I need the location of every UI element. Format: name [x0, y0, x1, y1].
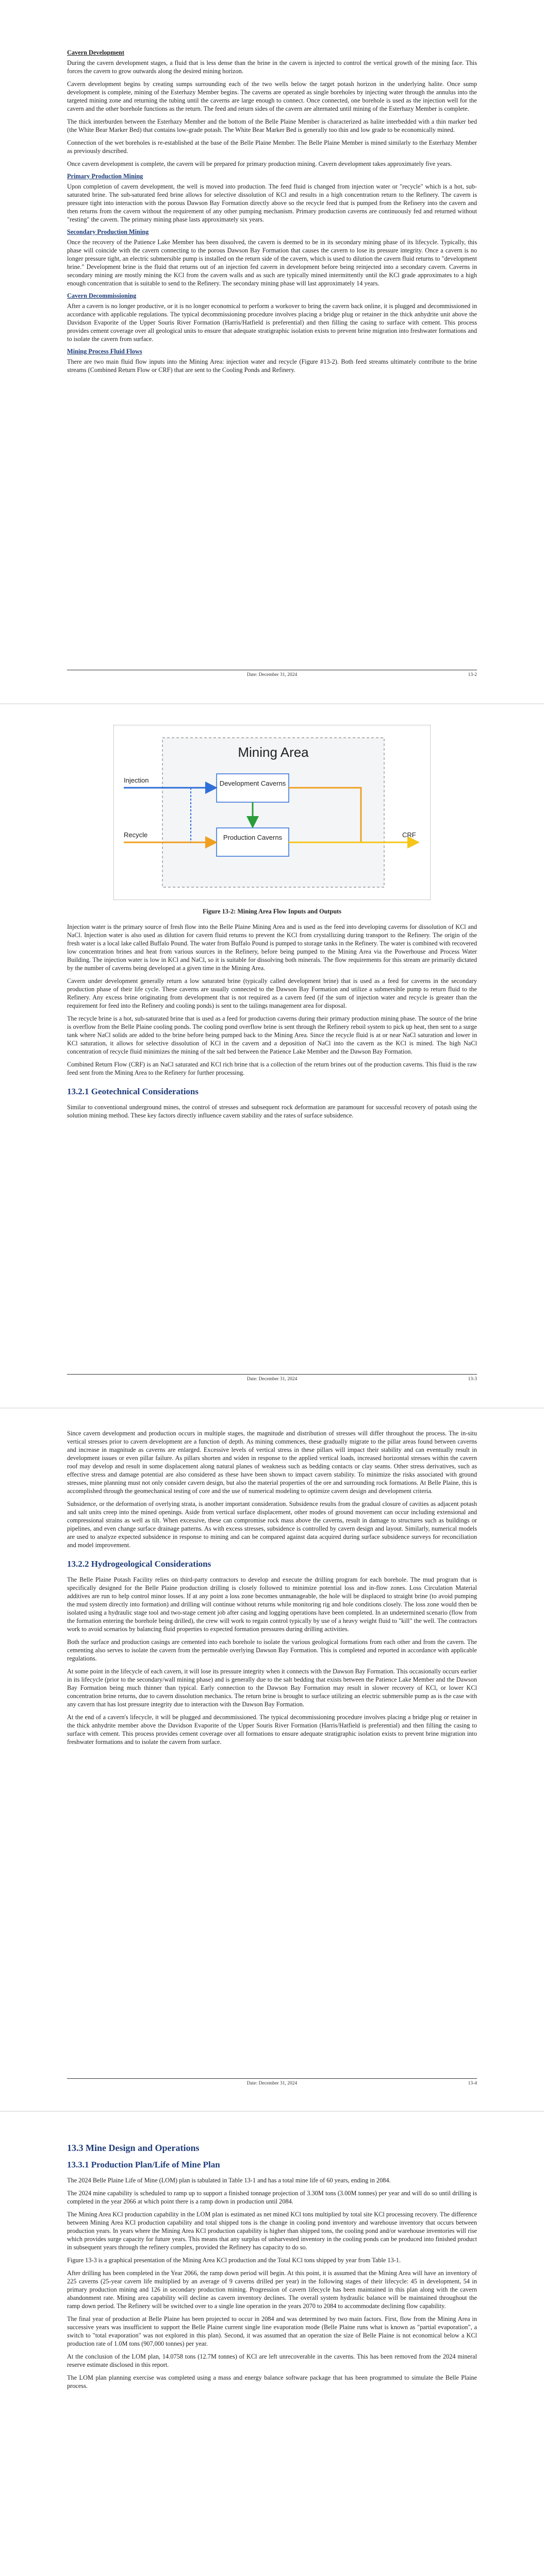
mining-area-boundary [162, 738, 384, 887]
paragraph: The Mining Area KCl production capability in the LOM plan is estimated as net mined KCl tons multiplied by total site KCl processing recovery. The difference between Mining Area KCl production capability and total shipped tons is the change in cooling pond inventory and warehouse inventory that occurs between production years. In years where the Mining Area KCl production capability is higher than shipped tons, the cooling pond and/or warehouse inventories will rise which provides surge capacity for future years. This means that any surplus of unharvested inventory in the cooling ponds can be produced into finished product in subsequent years through the refinery complex, provided the Refinery has capacity to do so. [67, 2211, 477, 2251]
paragraph: The recycle brine is a hot, sub-saturated brine that is used as a feed for production caverns during their primary production mining phase. The source of the brine is overflow from the Belle Plaine cooling ponds. The cooling pond overflow brine is sent through the Refinery reboil system to pick up heat, then sent to a surge tank where NaCl solids are added to the brine before being pumped back to the Mining Area. Since the recycle fluid is at or near NaCl saturation and lower in KCl saturation, it allows for selective dissolution of KCl in the cavern and a deposition of NaCl into the cavern as the KCl is mined. The high NaCl concentration of recycle fluid minimizes the mining of the salt bed between the Patience Lake Member and the Dawson Bay Formation. [67, 1015, 477, 1055]
paragraph: Both the surface and production casings are cemented into each borehole to isolate the various geological formations from each other and from the cavern. The cementing also serves to isolate the cavern from the permeable overlying Dawson Bay Formation. This is completed and reported in accordance with applicable regulations. [67, 1638, 477, 1662]
paragraph: Figure 13-3 is a graphical presentation of the Mining Area KCl production and the Total KCl tons shipped by year from Table 13-1. [67, 2257, 401, 2264]
paragraph: Once the recovery of the Patience Lake Member has been dissolved, the cavern is deemed to be in its secondary mining phase of its lifecycle. Typically, this phase will coincide with the cavern connecting to the porous Dawson Bay Formation that causes the cavern to lose its pressure integrity. Once a cavern is no longer pressure tight, an electric submersible pump is installed on the return side of the cavern, which is used to dilution the cavern fluid returns to "development brine." Development brine is the fluid that returns out of an injection fed cavern in development before being reinjected into a secondary cavern. Caverns in secondary mining are mostly mining the KCl from the cavern walls and as such are typically mined intermittently until the KCl grade approximates to a high enough concentration that is suitable to send to the Refinery. The secondary mining phase will last approximately 14 years. [67, 239, 477, 287]
cavern-development-heading: Cavern Development [67, 49, 124, 56]
paragraph: The Belle Plaine Potash Facility relies on third-party contractors to develop and execute the drilling program for each borehole. The mud program that is specifically designed for the Belle Plaine production drilling is closely followed to minimize potential loss and in-flow zones. Loss Circulation Material additives are run to help control minor losses. If at any point a loss zone becomes unmanageable, the hole will be displaced to straight brine (to avoid pumping the mud system directly into formation) and drilling will continue without returns while monitoring rig and hole conditions closely. The loss zone would then be isolated using a hydraulic stage tool and two-stage cement job after casing and logging operations have been completed. In an undetermined scenario (flow from the formation entering the borehole being drilled), the crew will work to regain control typically by use of a heavy weight fluid to "kill" the well. The contractors work to avoid scenarios by balancing fluid properties to expected formation pressures during drilling activities. [67, 1576, 477, 1633]
paragraph: After drilling has been completed in the Year 2066, the ramp down period will begin. At this point, it is assumed that the Mining Area will have an inventory of 225 caverns (25-year cavern life multiplied by an average of 9 caverns drilled per year) in the following stages of their lifecycle: 45 in development, 54 in primary production mining and 126 in secondary production mining. Progression of cavern lifecycle has been maintained in this plan along with the cavern abandonment rate. Mining area capability will decline as cavern inventory declines. The overall system hydraulic balance will be maintained throughout the ramp down period. The Refinery will be switched over to a single line operation in the years 2070 to 2084 to accommodate declining flow capability. [67, 2269, 477, 2310]
paragraph: Once cavern development is complete, the cavern will be prepared for primary production mining. Cavern development takes approximately five years. [67, 160, 452, 167]
page-number: 13-3 [468, 1377, 477, 1382]
paragraph: The 2024 mine capability is scheduled to ramp up to support a finished tonnage projection of 3.30M tons (3.00M tonnes) per year and will do so until drilling is completed in the year 2066 at which point there is a ramp down in production until 2084. [67, 2190, 477, 2205]
page-3-content [67, 1429, 477, 1751]
page-footer [67, 1374, 477, 1382]
paragraph: At the end of a cavern's lifecycle, it will be plugged and decommissioned. The typical decommissioning procedure involves placing a bridge plug or retainer in the thick anhydrite member above the Davidson Evaporite of the Upper Souris River Formation (Harris/Hatfield is preferential) and then filling the casing to surface with cement. This process provides cement coverage over all formations to ensure adequate stratigraphic isolation exists to prevent brine migration into freshwater formations and to isolate the cavern from surface. [67, 1714, 477, 1745]
page-2 [0, 704, 544, 1408]
paragraph: During the cavern development stages, a fluid that is less dense than the brine in the cavern is injected to control the vertical growth of the mining face. This forces the cavern to grow outwards along the desired mining horizon. [67, 59, 477, 75]
page-1 [0, 0, 544, 703]
paragraph: After a cavern is no longer productive, or it is no longer economical to perform a workover to bring the cavern back online, it is plugged and decommissioned in accordance with applicable regulations. The typical decommissioning procedure involves placing a bridge plug or retainer in the thick anhydrite unit above the Davidson Evaporite of the Upper Souris River Formation (Harris/Hatfield is preferential) and then filling the casing to surface with cement. This process provides cement coverage over all geological units to ensure that adequate stratigraphic isolation exists to prevent brine migration into freshwater formations and to isolate the cavern from surface. [67, 302, 477, 343]
page-number: 13-4 [468, 2081, 477, 2086]
injection-label: Injection [124, 776, 149, 784]
primary-production-heading: Primary Production Mining [67, 173, 143, 180]
page-4 [0, 2112, 544, 2576]
page-1-content [67, 49, 477, 379]
mining-area-diagram [113, 725, 431, 900]
paragraph: At the conclusion of the LOM plan, 14.0758 tons (12.7M tonnes) of KCl are left unrecoverable in the caverns. This has been removed from the 2024 mineral reserve estimate disclosed in this report. [67, 2353, 477, 2368]
paragraph: Connection of the wet boreholes is re-established at the base of the Belle Plaine Member. The Belle Plaine Member is mined similarly to the Esterhazy Member as previously described. [67, 139, 477, 155]
paragraph: Cavern under development generally return a low saturated brine (typically called development brine) that is used as a feed for caverns in the secondary production phase of their life cycle. These caverns are usually connected to the Dawson Bay Formation and utilize a submersible pump to return fluid to the Refinery. Any excess brine originating from development that is not required as a cavern feed (if the sum of injection water and recycle is greater than the requirement for feed into the Refinery and cooling ponds) is sent to the tailings management area for disposal. [67, 977, 477, 1009]
paragraph: Cavern development begins by creating sumps surrounding each of the two wells below the target potash horizon in the underlying halite. Once sump development is complete, mining of the Esterhazy Member begins. The caverns are operated as single boreholes by injecting water through the annulus into the targeted mining zone and returning the tubing until the caverns are large enough to connect. Once connected, one borehole is used as the injection well for the cavern and the other borehole functions as the return. The feed and return sides of the cavern are alternated until mining of the Esterhazy Member is complete. [67, 80, 477, 112]
page-3 [0, 1409, 544, 2111]
mining-area-flow-diagram [113, 725, 431, 900]
paragraph: There are two main fluid flow inputs into the Mining Area: injection water and recycle (Figure #13-2). Both feed streams ultimately contribute to the brine streams (Combined Return Flow or CRF) that are sent to the Cooling Ponds and Refinery. [67, 358, 477, 374]
paragraph: Since cavern development and production occurs in multiple stages, the magnitude and distribution of stresses will differ throughout the process. The in-situ vertical stresses prior to cavern development are a function of depth. As mining commences, these gradually migrate to the pillar areas found between caverns and increase in magnitude as caverns are enlarged. Excessive levels of vertical stress in these pillars will impact their stability and can eventually result in development issues or even pillar failure. As pillars shorten and widen in response to the applied vertical loads, increased horizontal stresses within the cavern roof may develop and result in some displacement along natural planes of weakness such as bedding contacts or clay seams. Other stress derivatives, such as effective stress and damage potential are also considered as these have been shown to impact cavern stability. To minimize the risks associated with ground stresses, mine planning must not only consider cavern design, but also the material properties of the ore and surrounding rock formations. At Belle Plaine, this is accomplished through the geomechanical testing of core and the use of numerical modeling to optimize cavern design and development criteria. [67, 1430, 477, 1495]
cavern-decommissioning-heading: Cavern Decommissioning [67, 292, 137, 299]
paragraph: Injection water is the primary source of fresh flow into the Belle Plaine Mining Area and is used as the feed into developing caverns for dissolution of KCl and NaCl. Injection water is also used as dilution for cavern fluid returns to prevent the KCl from crystallizing during transport to the Refinery. The origin of the fresh water is a local lake called Buffalo Pound. The water from Buffalo Pound is pumped to storage tanks in the Refinery. The water is combined with recovered low concentration brines and heat from various sources in the Refinery, before being pumped to the Mining Area via the Powerhouse and Process Water Building. The injection water is low in KCl and NaCl, so it is suitable for dissolving both minerals. The flow requirements for this stream are primarily dictated by the number of caverns being developed at a given time in the Mining Area. [67, 923, 477, 972]
secondary-production-heading: Secondary Production Mining [67, 228, 149, 235]
page-4-content [67, 2143, 477, 2395]
page-footer [67, 2078, 477, 2086]
footer-date: Date: December 31, 2024 [246, 2081, 298, 2086]
footer-date: Date: December 31, 2024 [246, 1377, 298, 1382]
hydrogeological-considerations-heading: 13.2.2 Hydrogeological Considerations [67, 1559, 211, 1569]
crf-label: CRF [402, 831, 416, 839]
production-caverns-box [217, 828, 289, 856]
page-number: 13-2 [468, 672, 477, 677]
paragraph: Combined Return Flow (CRF) is an NaCl saturated and KCl rich brine that is a collection of the return brines out of the production caverns. This fluid is the raw feed sent from the Mining Area to the Refinery for further processing. [67, 1061, 477, 1076]
paragraph: The thick interburden between the Esterhazy Member and the bottom of the Belle Plaine Member is characterized as halite interbedded with a thin marker bed (the White Bear Marker Bed) that contains low-grade potash. The White Bear Marker Bed is generally too thin and low grade to be economically mined. [67, 118, 477, 133]
paragraph: The 2024 Belle Plaine Life of Mine (LOM) plan is tabulated in Table 13-1 and has a total mine life of 60 years, ending in 2084. [67, 2177, 391, 2184]
figure-caption: Figure 13-2: Mining Area Flow Inputs and Outputs [202, 908, 342, 915]
paragraph: Similar to conventional underground mines, the control of stresses and subsequent rock deformation are paramount for successful recovery of potash using the solution mining method. These key factors directly influence cavern stability and the rates of surface subsidence. [67, 1104, 477, 1119]
footer-date: Date: December 31, 2024 [246, 672, 298, 677]
mining-area-title: Mining Area [238, 744, 309, 760]
geotechnical-considerations-heading: 13.2.1 Geotechnical Considerations [67, 1087, 199, 1096]
development-caverns-label: Development Caverns [219, 779, 286, 787]
page-2-content [67, 908, 477, 1124]
production-caverns-label: Production Caverns [223, 834, 283, 841]
paragraph: At some point in the lifecycle of each cavern, it will lose its pressure integrity when it connects with the Dawson Bay Formation. This occasionally occurs earlier in its lifecycle (prior to the secondary/wall mining phase) and is generally due to the salt bedding that exists between the Patience Lake Member and the Dawson Bay Formation being much thinner than typical. Early connection to the Dawson Bay Formation may result in slower recovery of KCl, or lower KCl concentration brine returns, due to cavern dissolution mechanics. The return brine is brought to surface utilizing an electric submersible pump as is the case with any cavern that has lost pressure integrity due to interaction with the Dawson Bay Formation. [67, 1668, 477, 1708]
recycle-label: Recycle [124, 831, 148, 839]
paragraph: Subsidence, or the deformation of overlying strata, is another important consideration. Subsidence results from the gradual closure of cavities as adjacent potash and salt units creep into the mined openings. Aside from vertical surface displacement, other modes of ground movement can occur including extensional and compressional strains as well as tilt. When excessive, these can compromise rock mass above the caverns, result in damage to structures such as buildings or pipelines, and even change surface drainage patterns. As with excess stresses, subsidence is controlled by cavern design and layout. Similarly, numerical models are used to analyze expected subsidence in response to mining and can be compared against data acquired during surface subsidence surveys for reconciliation and model improvement. [67, 1500, 477, 1549]
mining-process-fluid-flows-heading: Mining Process Fluid Flows [67, 348, 142, 355]
production-plan-heading: 13.3.1 Production Plan/Life of Mine Plan [67, 2160, 220, 2170]
paragraph: Upon completion of cavern development, the well is moved into production. The feed fluid is changed from injection water or "recycle" which is a hot, sub-saturated brine. The sub-saturated feed brine allows for selective dissolution of KCl and results in a high concentration return to the Refinery. The cavern is pressure tight into interaction with the porous Dawson Bay Formation directly above so the recycle feed that is pumped from the Refinery into the cavern and then returns from the cavern without the requirement of any other pumping mechanism. Primary production caverns are continuously fed and returned without "resting" the cavern. The primary mining phase lasts approximately six years. [67, 183, 477, 223]
mine-design-operations-heading: 13.3 Mine Design and Operations [67, 2143, 200, 2153]
development-caverns-box [217, 774, 289, 802]
paragraph: The final year of production at Belle Plaine has been projected to occur in 2084 and was determined by two main factors. First, flow from the Mining Area in successive years was insufficient to support the Belle Plaine current single line evaporation mode (Belle Plaine runs what is known as "partial evaporation", a switch to "total evaporation" was not explored in this plan). Second, it was assumed that an operation the size of Belle Plaine is not economical below a KCl production rate of 1.0M tons (907,000 tonnes) per year. [67, 2315, 477, 2347]
paragraph: The LOM plan planning exercise was completed using a mass and energy balance software package that has been programmed to simulate the Belle Plaine process. [67, 2374, 477, 2389]
